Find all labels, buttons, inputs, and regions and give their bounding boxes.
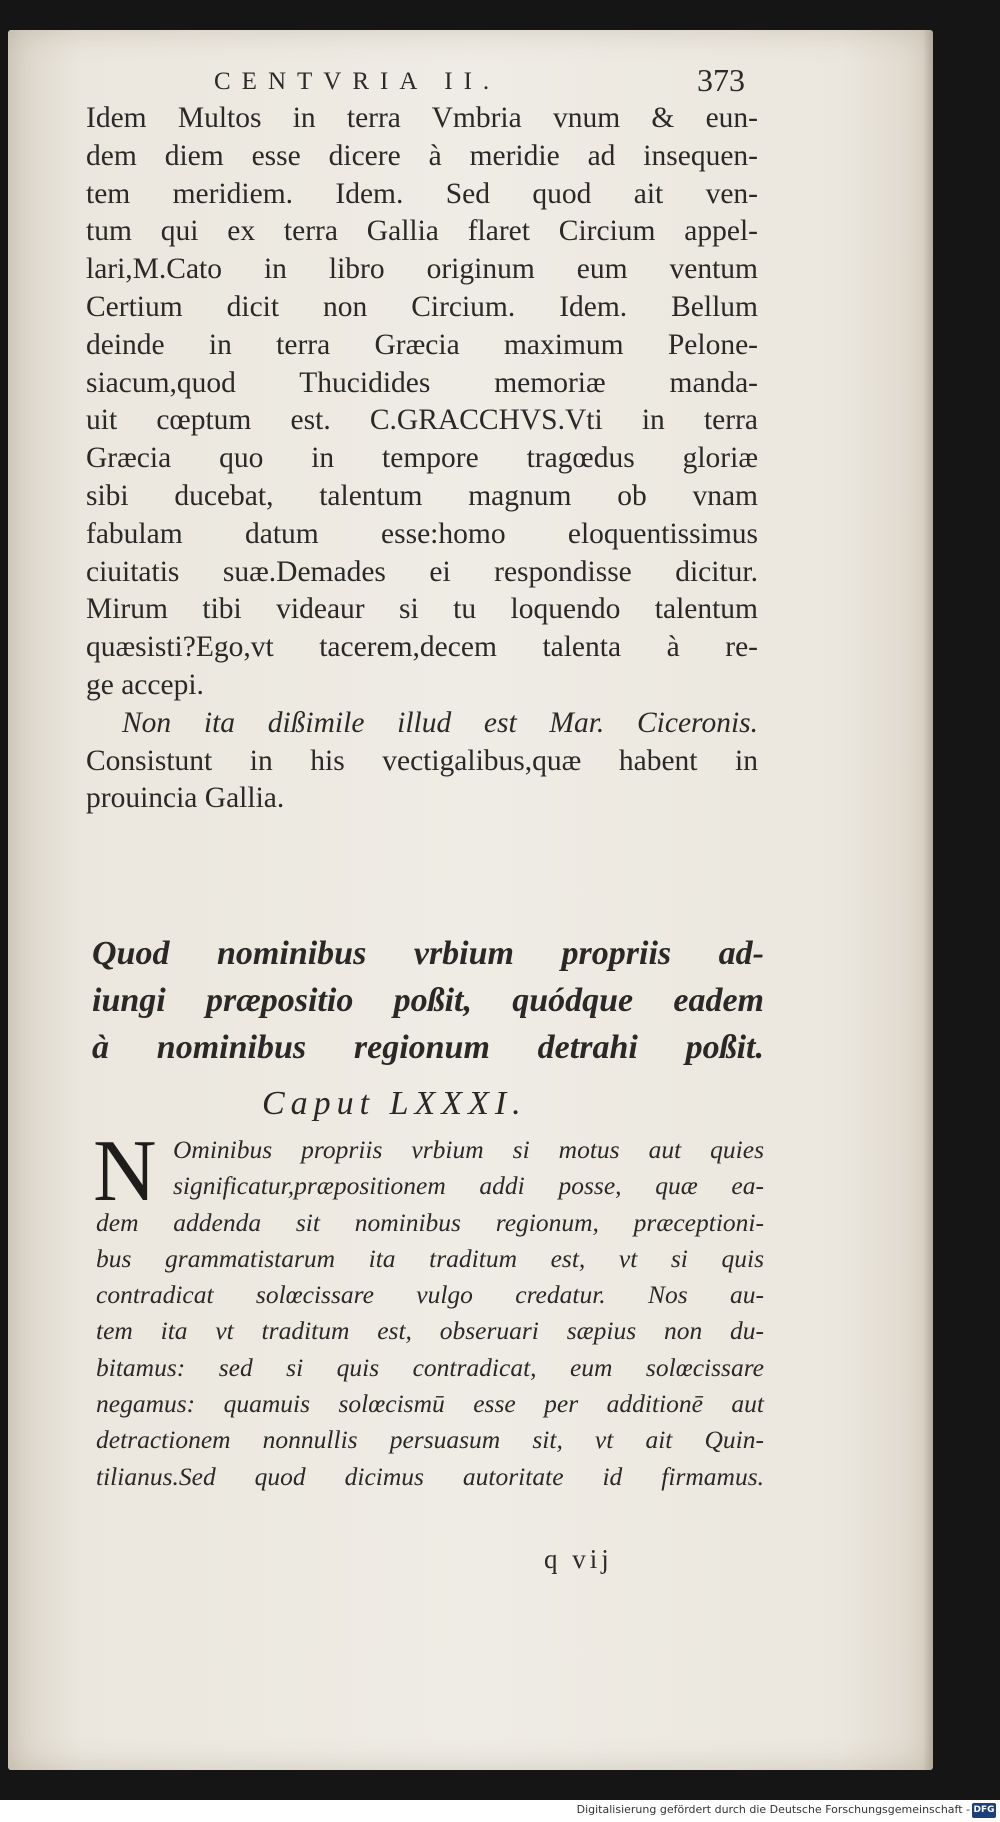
chapter-text-line: bus grammatistarum ita traditum est, vt si quis [96,1243,764,1273]
funding-credit: Digitalisierung gefördert durch die Deutsche Forschungsgemeinschaft - [576,1803,970,1816]
chapter-text-line: Ominibus propriis vrbium si motus aut quies [173,1135,764,1164]
note-line: prouincia Gallia. [86,782,285,815]
text-line: deinde in terra Græcia maximum Pelone- [86,328,758,361]
dfg-logo: DFG [972,1803,996,1818]
text-line: uit cœptum est. C.GRACCHVS.Vti in terra [86,404,758,437]
text-line: lari,M.Cato in libro originum eum ventum [86,253,758,286]
chapter-text-line: tilianus.Sed quod dicimus autoritate id firmamus. [96,1461,764,1491]
note-line: Non ita dißimile illud est Mar. Ciceronis. [122,706,758,739]
page-number: 373 [697,62,745,98]
chapter-heading-line: iungi præpositio poßit, quódque eadem [92,982,764,1019]
chapter-text-line: contradicat solœcissare vulgo credatur. Nos au- [96,1280,764,1310]
text-line: ciuitatis suæ.Demades ei respondisse dicitur. [86,555,758,588]
text-line: Græcia quo in tempore tragœdus gloriæ [86,442,758,475]
running-head: CENTVRIA II. [214,68,501,95]
chapter-text-line: bitamus: sed si quis contradicat, eum solœcissare [96,1352,764,1382]
chapter-text-block [96,1132,764,1495]
chapter-text-line: significatur,præpositionem addi posse, quæ ea- [173,1171,764,1201]
chapter-heading [92,930,764,1071]
text-line: Mirum tibi videaur si tu loquendo talentum [86,593,758,626]
chapter-text-line: dem addenda sit nominibus regionum, præceptioni- [96,1207,764,1237]
text-line: sibi ducebat, talentum magnum ob vnam [86,479,758,512]
text-line: siacum,quod Thucidides memoriæ manda- [86,366,758,399]
text-line: Idem Multos in terra Vmbria vnum & eun- [86,102,758,134]
text-line: fabulam datum esse:homo eloquentissimus [86,517,758,550]
page-header [0,62,1000,102]
digitization-footer [0,1800,1000,1822]
text-line: ge accepi. [86,668,204,701]
chapter-heading-line: Quod nominibus vrbium propriis ad- [92,935,764,972]
chapter-text-line: negamus: quamuis solœcismū esse per additionē aut [96,1389,764,1419]
chapter-number: Caput LXXXI. [262,1085,527,1122]
text-line: tum qui ex terra Gallia flaret Circium appel- [86,215,758,248]
drop-cap-initial: N [93,1123,157,1220]
text-line: tem meridiem. Idem. Sed quod ait ven- [86,177,758,210]
text-line: dem diem esse dicere à meridie ad insequen- [86,139,758,172]
text-line: Certium dicit non Circium. Idem. Bellum [86,290,758,323]
page-edge-shadow [923,30,933,1770]
chapter-text-line: tem ita vt traditum est, obseruari sæpius non du- [96,1316,764,1346]
chapter-text-line: detractionem nonnullis persuasum sit, vt ait Quin- [96,1425,764,1455]
chapter-heading-line: à nominibus regionum detrahi poßit. [92,1029,764,1066]
main-text-block [86,100,758,818]
note-line: Consistunt in his vectigalibus,quæ habent in [86,744,758,777]
text-line: quæsisti?Ego,vt tacerem,decem talenta à re- [86,631,758,664]
signature-mark: q vij [544,1544,613,1574]
